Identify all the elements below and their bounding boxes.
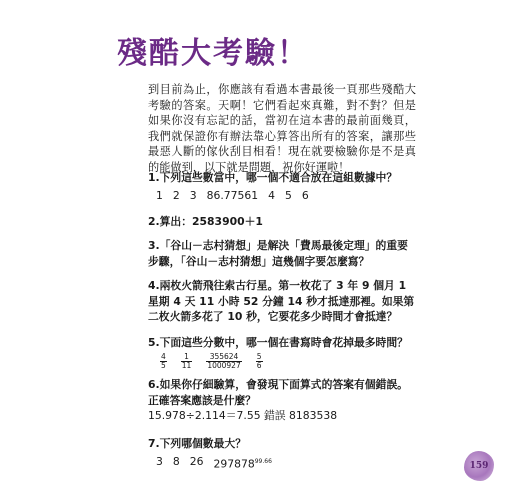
answer-option: 3 — [156, 454, 163, 468]
numerator: 4 — [161, 351, 166, 361]
fraction — [206, 353, 241, 370]
numerator: 1 — [184, 351, 189, 361]
answer-option-with-exponent — [214, 454, 272, 472]
fraction — [256, 353, 263, 370]
question-text: 兩枚火箭飛往索古行星。第一枚花了 3 年 9 個月 1 星期 4 天 11 小時 52 分鐘 14 秒才抵達那裡。如果第二枚火箭多花了 10 秒，它要花多少時間才會抵達？ — [148, 279, 415, 323]
equation: 15.978÷2.114＝7.55 錯誤 8183538 — [148, 409, 338, 422]
question-number: 7. — [148, 437, 160, 450]
question-4 — [148, 278, 418, 325]
answer-option: 86.77561 — [206, 188, 259, 202]
question-text: 下列哪個數最大？ — [159, 437, 246, 450]
question-7 — [148, 436, 418, 472]
answer-base: 297878 — [213, 457, 255, 471]
question-text: 如果你仔細驗算，會發現下面算式的答案有個錯誤。正確答案應該是什麼？ — [148, 378, 408, 407]
question-number: 2. — [148, 215, 160, 228]
fraction — [181, 353, 193, 370]
question-text: 「谷山－志村猜想」是解決「費馬最後定理」的重要步驟，「谷山－志村猜想」這幾個字要怎麼寫？ — [148, 239, 408, 268]
page-number: 159 — [469, 461, 489, 471]
answer-option: 6 — [301, 188, 309, 202]
answer-option: 26 — [189, 454, 204, 468]
question-text: 下列這些數當中，哪一個不適合放在這組數據中？ — [159, 171, 398, 184]
question-number: 3. — [148, 239, 160, 252]
page-number-badge — [464, 451, 494, 481]
question-text: 下面這些分數中，哪一個在書寫時會花掉最多時間？ — [159, 336, 408, 349]
question-number: 6. — [148, 378, 160, 391]
question-1 — [148, 170, 418, 203]
answer-option: 8 — [172, 454, 180, 468]
answer-option: 1 — [156, 188, 163, 202]
question-number: 1. — [148, 171, 160, 184]
answer-options — [156, 188, 418, 204]
fraction-options — [160, 353, 418, 370]
question-number: 5. — [148, 336, 160, 349]
exponent: 99.66 — [254, 457, 272, 465]
question-number: 4. — [148, 279, 160, 292]
question-3 — [148, 238, 418, 269]
page-title: 殘酷大考驗！ — [117, 36, 309, 71]
fraction — [160, 353, 167, 370]
denominator: 11 — [181, 360, 192, 370]
intro-paragraph: 到目前為止，你應該有看過本書最後一頁那些殘酷大考驗的答案。天啊！它們看起來真難，對不對？但是如果你沒有忘記的話，當初在這本書的最前面幾頁，我們就保證你有辦法靠心算答出所有的答案，讓那些最惡人斷的傢伙刮目相看！現在就要檢驗你是不是真的能做到，以下就是問題，祝你好運啦！ — [148, 83, 416, 174]
denominator: 6 — [256, 360, 262, 370]
answer-option: 2 — [172, 188, 180, 202]
question-text: 算出：2583900＋1 — [159, 215, 263, 228]
answer-option: 5 — [285, 188, 292, 202]
question-2 — [148, 214, 418, 230]
denominator: 5 — [161, 360, 166, 370]
numerator: 5 — [256, 351, 262, 361]
question-5 — [148, 335, 418, 370]
numerator: 355624 — [209, 351, 239, 361]
answer-option: 4 — [268, 188, 276, 202]
answer-option: 3 — [189, 188, 197, 202]
question-6 — [148, 377, 418, 424]
denominator: 1000927 — [207, 360, 241, 370]
answer-options — [156, 454, 418, 472]
